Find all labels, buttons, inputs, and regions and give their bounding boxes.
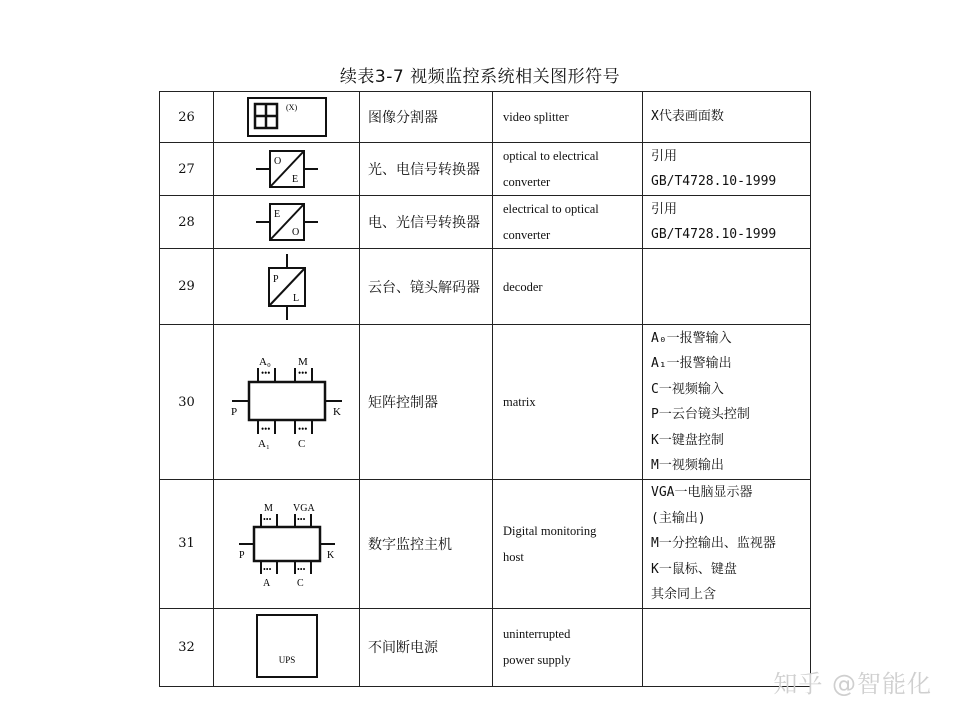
note: VGA一电脑显示器 (主输出) M一分控输出、监视器 K一鼠标、键盘 其余同上含: [643, 480, 811, 609]
name-en: decoder: [493, 249, 643, 325]
name-en: uninterrupted power supply: [493, 608, 643, 686]
row-number: 26: [160, 92, 214, 143]
name-en: Digital monitoring host: [493, 480, 643, 609]
symbol-label: P: [272, 273, 279, 285]
name-cn: 矩阵控制器: [360, 325, 493, 480]
svg-text:•••: •••: [297, 368, 307, 378]
name-cn: 不间断电源: [360, 608, 493, 686]
name-cn: 图像分割器: [360, 92, 493, 143]
digital-monitoring-host-symbol: [227, 498, 347, 590]
table-row: [160, 608, 811, 686]
symbol-label: UPS: [278, 655, 295, 665]
symbol-label: E: [291, 174, 298, 185]
table-row: [160, 92, 811, 143]
table-row: [160, 143, 811, 196]
svg-text:•••: •••: [262, 514, 271, 524]
row-number: 28: [160, 196, 214, 249]
row-number: 31: [160, 480, 214, 609]
ups-symbol: [242, 611, 332, 683]
note: 引用 GB/T4728.10-1999: [643, 196, 811, 249]
symbol-label: VGA: [292, 502, 315, 514]
name-cn: 电、光信号转换器: [360, 196, 493, 249]
svg-text:•••: •••: [260, 368, 270, 378]
svg-text:•••: •••: [262, 564, 271, 574]
symbol-label: A: [262, 577, 270, 589]
name-cn: 云台、镜头解码器: [360, 249, 493, 325]
name-en: electrical to optical converter: [493, 196, 643, 249]
symbol-label: P: [230, 406, 237, 418]
symbol-label: C: [297, 438, 305, 450]
symbol-label: O: [273, 156, 281, 167]
name-cn: 数字监控主机: [360, 480, 493, 609]
row-number: 27: [160, 143, 214, 196]
table-row: [160, 480, 811, 609]
name-cn: 光、电信号转换器: [360, 143, 493, 196]
name-en: optical to electrical converter: [493, 143, 643, 196]
matrix-controller-symbol: [222, 352, 352, 452]
table-row: [160, 325, 811, 480]
symbol-label: E: [273, 209, 280, 220]
symbol-label: A₀: [258, 356, 271, 368]
row-number: 30: [160, 325, 214, 480]
note: [643, 249, 811, 325]
symbol-label: (X): [285, 103, 297, 112]
symbol-cell: [214, 249, 360, 325]
symbol-cell: [214, 325, 360, 480]
symbol-label: L: [292, 292, 299, 304]
symbol-cell: [214, 196, 360, 249]
electrical-optical-converter-symbol: [242, 199, 332, 245]
row-number: 32: [160, 608, 214, 686]
name-en: video splitter: [493, 92, 643, 143]
symbol-label: C: [296, 577, 304, 589]
optical-electrical-converter-symbol: [242, 146, 332, 192]
svg-text:•••: •••: [296, 564, 305, 574]
symbol-cell: [214, 480, 360, 609]
decoder-symbol: [242, 252, 332, 322]
symbol-label: P: [238, 549, 245, 561]
note: 引用 GB/T4728.10-1999: [643, 143, 811, 196]
svg-text:•••: •••: [297, 424, 307, 434]
page-title: 续表3-7 视频监控系统相关图形符号: [339, 67, 621, 87]
symbol-label: K: [326, 549, 334, 561]
symbol-cell: [214, 143, 360, 196]
row-number: 29: [160, 249, 214, 325]
symbol-label: O: [291, 227, 299, 238]
symbol-table: [159, 91, 811, 687]
name-en: matrix: [493, 325, 643, 480]
note: X代表画面数: [643, 92, 811, 143]
svg-text:•••: •••: [260, 424, 270, 434]
symbol-label: M: [263, 502, 273, 514]
table-row: [160, 249, 811, 325]
symbol-cell: [214, 608, 360, 686]
svg-text:•••: •••: [296, 514, 305, 524]
symbol-label: A₁: [257, 438, 270, 450]
table-row: [160, 196, 811, 249]
video-splitter-symbol: [242, 95, 332, 139]
symbol-cell: [214, 92, 360, 143]
watermark: 知乎 @智能化: [773, 670, 932, 698]
symbol-label: K: [332, 406, 341, 418]
symbol-label: M: [297, 356, 308, 368]
note: A₀一报警输入 A₁一报警输出 C一视频输入 P一云台镜头控制 K一键盘控制 M一视频输出: [643, 325, 811, 480]
